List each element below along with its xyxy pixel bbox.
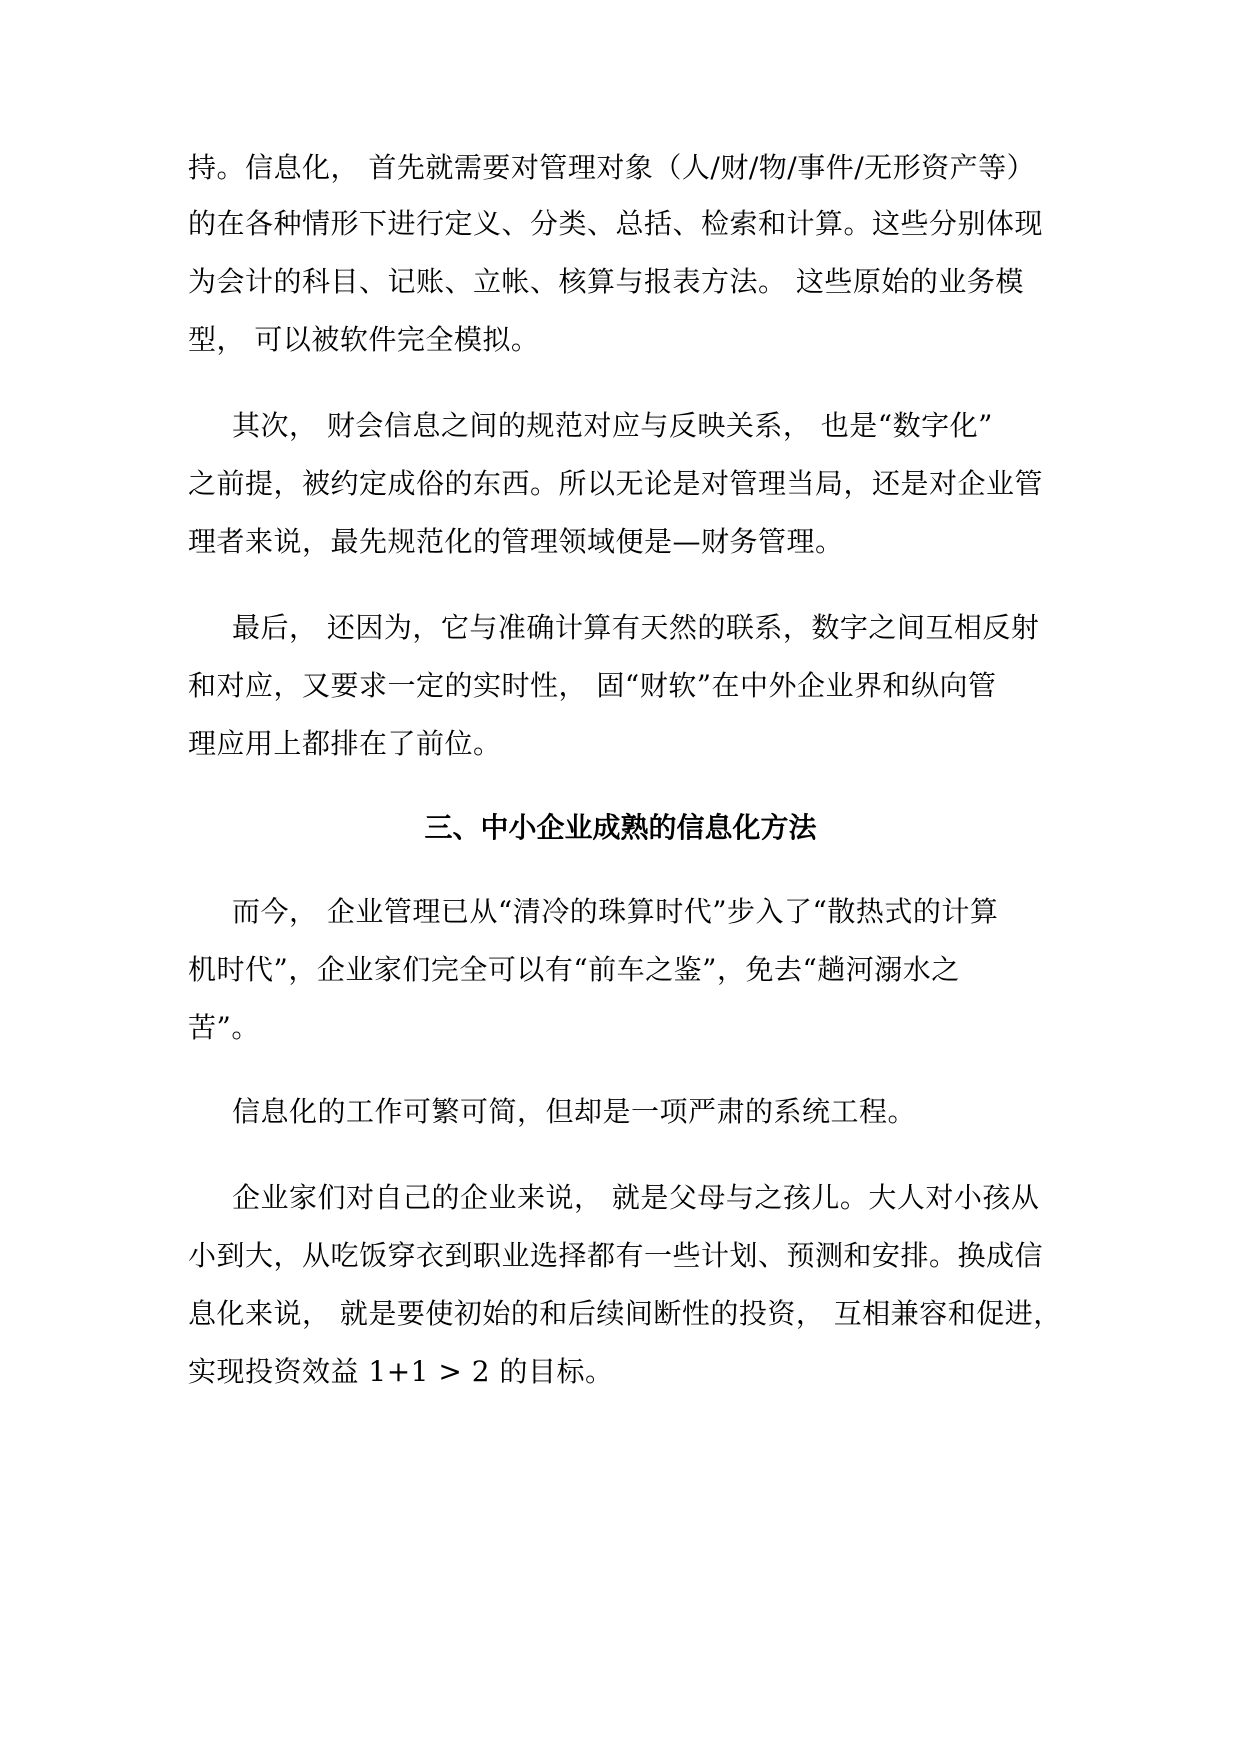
paragraph-6-line-3: 息化来说， 就是要使初始的和后续间断性的投资， 互相兼容和促进， bbox=[188, 1297, 1062, 1330]
paragraph-4-line-1: 而今， 企业管理已从“清冷的珠算时代”步入了“散热式的计算 bbox=[232, 895, 999, 928]
paragraph-6-line-2: 小到大，从吃饭穿衣到职业选择都有一些计划、预测和安排。换成信 bbox=[188, 1239, 1044, 1272]
paragraph-1-line-1: 持。信息化， 首先就需要对管理对象（人/财/物/事件/无形资产等） bbox=[188, 151, 1036, 184]
paragraph-2-line-2: 之前提，被约定成俗的东西。所以无论是对管理当局，还是对企业管 bbox=[188, 467, 1044, 500]
paragraph-1-line-4: 型， 可以被软件完全模拟。 bbox=[188, 323, 540, 356]
paragraph-1-line-3: 为会计的科目、记账、立帐、核算与报表方法。 这些原始的业务模 bbox=[188, 265, 1024, 298]
paragraph-5-line-1: 信息化的工作可繁可简，但却是一项严肃的系统工程。 bbox=[232, 1095, 917, 1128]
paragraph-6-line-1: 企业家们对自己的企业来说， 就是父母与之孩儿。大人对小孩从 bbox=[232, 1181, 1040, 1214]
paragraph-3-line-2: 和对应，又要求一定的实时性， 固“财软”在中外企业界和纵向管 bbox=[188, 669, 997, 702]
paragraph-6-line-4: 实现投资效益 1+1 > 2 的目标。 bbox=[188, 1355, 614, 1388]
section-heading: 三、中小企业成熟的信息化方法 bbox=[424, 811, 817, 844]
paragraph-4-line-3: 苦”。 bbox=[188, 1011, 260, 1044]
paragraph-3-line-3: 理应用上都排在了前位。 bbox=[188, 727, 502, 760]
paragraph-1-line-2: 的在各种情形下进行定义、分类、总括、检索和计算。这些分别体现 bbox=[188, 207, 1044, 240]
paragraph-3-line-1: 最后， 还因为，它与准确计算有天然的联系，数字之间互相反射 bbox=[232, 611, 1040, 644]
paragraph-2-line-1: 其次， 财会信息之间的规范对应与反映关系， 也是“数字化” bbox=[232, 409, 993, 442]
paragraph-2-line-3: 理者来说，最先规范化的管理领域便是—财务管理。 bbox=[188, 525, 844, 558]
paragraph-4-line-2: 机时代”，企业家们完全可以有“前车之鉴”，免去“趟河溺水之 bbox=[188, 953, 960, 986]
